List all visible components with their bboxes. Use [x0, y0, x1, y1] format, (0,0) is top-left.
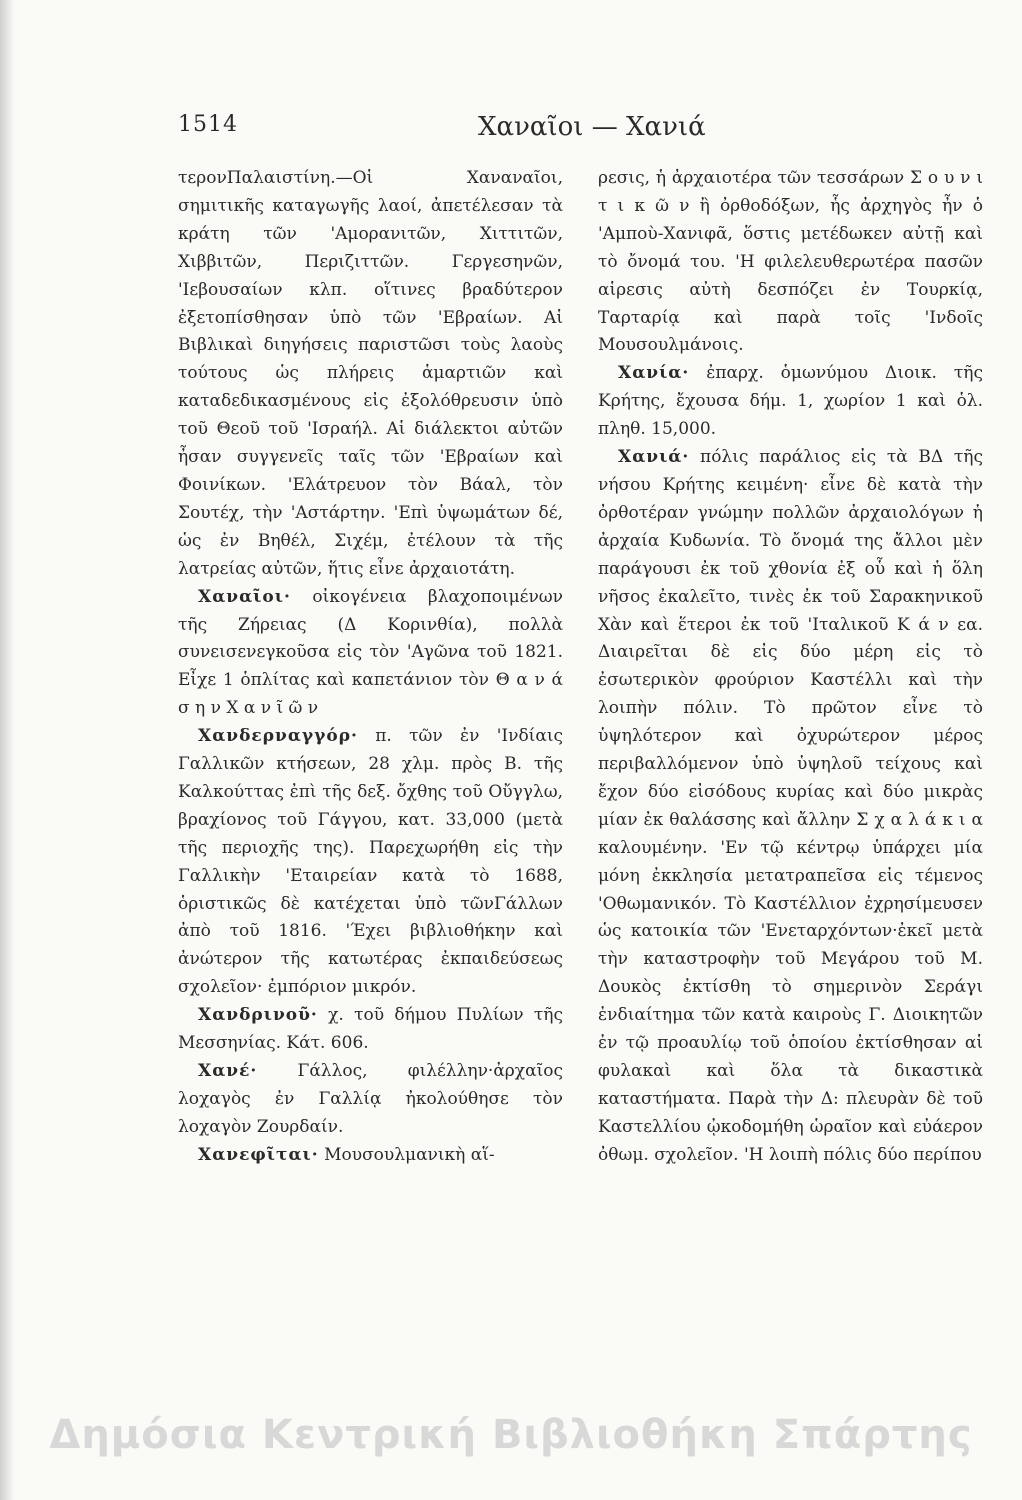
entry-headword: Χαναῖοι·	[198, 586, 291, 607]
page-header	[178, 112, 998, 152]
entry-headword: Χανεφῖται·	[198, 1144, 319, 1165]
dictionary-entry	[178, 723, 563, 1002]
entry-continuation	[598, 165, 983, 360]
entry-text: Γάλλος, φιλέλλην·ἀρχαῖος λοχαγὸς ἐν Γαλλίᾳ ἠκολούθησε τὸν λοχαγὸν Ζουρδαίν.	[178, 1061, 564, 1137]
dictionary-entry	[178, 1142, 563, 1170]
dictionary-entry	[178, 1058, 563, 1142]
running-title: Χαναῖοι — Χανιά	[478, 112, 706, 142]
entry-headword: Χανέ·	[198, 1061, 258, 1081]
entry-text: τερονΠαλαιστίνη.—Οἱ Χαναναῖοι, σημιτικῆς καταγωγῆς λαοί, ἀπετέλεσαν τὰ κράτη τῶν 'Αμορανιτῶν, Χιττιτῶν, Χιββιτῶν, Περιζιττῶν. Γεργεσηνῶν, 'Ιεβουσαίων κλπ. οἵτινες βραδύτερον ἐξετοπίσθησαν ὑπὸ τῶν 'Εβραίων. Αἱ Βιβλικαὶ διηγήσεις παριστῶσι τοὺς λαοὺς τούτους ὡς πλήρεις ἁμαρτιῶν καὶ καταδεδικασμένους εἰς ἐξολόθρευσιν ὑπὸ τοῦ Θεοῦ τοῦ 'Ισραήλ. Αἱ διάλεκτοι αὐτῶν ἦσαν συγγενεῖς ταῖς τῶν 'Εβραίων καὶ Φοινίκων. 'Ελάτρευον τὸν Βάαλ, τὸν Σουτέχ, τὴν 'Αστάρτην. 'Επὶ ὑψωμάτων δέ, ὡς ἐν Βηθέλ, Σιχέμ, ἐτέλουν τὰ τῆς λατρείας αὐτῶν, ἥτις εἶνε ἀρχαιοτάτη.	[178, 168, 563, 579]
entry-text: Μουσουλμανικὴ αἵ-	[324, 1144, 495, 1165]
entry-continuation	[178, 165, 563, 584]
entry-text: οἰκογένεια βλαχοποιμένων τῆς Ζήρειας (Δ Κορινθία), πολλὰ συνεισενεγκοῦσα εἰς τὸν 'Αγῶνα τοῦ 1821. Εἶχε 1 ὁπλίτας καὶ καπετάνιον τὸν Θ α ν ά σ η ν Χ α ν ῖ ῶ ν	[178, 586, 564, 719]
entry-text: χ. τοῦ δήμου Πυλίων τῆς Μεσσηνίας. Κάτ. 606.	[178, 1005, 564, 1054]
entry-text: π. τῶν ἐν 'Ινδίαις Γαλλικῶν κτήσεων, 28 χλμ. πρὸς Β. τῆς Καλκούττας ἐπὶ τῆς δεξ. ὄχθης τοῦ Οὔγγλω, βραχίονος τοῦ Γάγγου, κατ. 33,000 (μετὰ τῆς περιοχῆς της). Παρεχωρήθη εἰς τὴν Γαλλικὴν 'Εταιρείαν κατὰ τὸ 1688, ὁριστικῶς δὲ κατέχεται ὑπὸ τῶνΓάλλων ἀπὸ τοῦ 1816. 'Έχει βιβλιοθήκην καὶ ἀνώτερον τῆς κατωτέρας ἐκπαιδεύσεως σχολεῖον· ἐμπόριον μικρόν.	[178, 726, 564, 998]
entry-headword: Χανία·	[618, 363, 690, 384]
left-column	[178, 165, 563, 1170]
entry-headword: Χανδρινοῦ·	[198, 1005, 318, 1026]
library-watermark: Δημόσια Κεντρική Βιβλιοθήκη Σπάρτης	[49, 1412, 973, 1458]
dictionary-entry	[178, 584, 563, 724]
page-edge-shadow	[0, 0, 14, 1500]
page-number: 1514	[178, 112, 238, 137]
entry-text: πόλις παράλιος εἰς τὰ ΒΔ τῆς νήσου Κρήτης κειμένη· εἶνε δὲ κατὰ τὴν ὀρθοτέραν γνώμην πολλῶν ἀρχαιολόγων ἡ ἀρχαία Κυδωνία. Τὸ ὄνομά της ἄλλοι μὲν παράγουσι ἐκ τοῦ χθονία ἐξ οὗ καὶ ἡ ὅλη νῆσος ἐκαλεῖτο, τινὲς ἐκ τοῦ Σαρακηνικοῦ Χὰν καὶ ἕτεροι ἐκ τοῦ 'Ιταλικοῦ Κ ά ν εα. Διαιρεῖται δὲ εἰς δύο μέρη εἰς τὸ ἐσωτερικὸν φρούριον Καστέλλι καὶ τὴν λοιπὴν πόλιν. Τὸ πρῶτον εἶνε τὸ ὑψηλότερον καὶ ὀχυρώτερον μέρος περιβαλλόμενον ὑπὸ ὑψηλοῦ τείχους καὶ ἔχον δύο εἰσόδους κυρίας καὶ δύο μικρὰς μίαν ἐκ θαλάσσης καὶ ἄλλην Σ χ α λ ά κ ι α καλουμένην. 'Εν τῷ κέντρῳ ὑπάρχει μία μόνη ἐκκλησία μετατραπεῖσα εἰς τέμενος 'Οθωμανικόν. Τὸ Καστέλλιον ἐχρησίμευσεν ὡς κατοικία τῶν 'Ενεταρχόντων·ἐκεῖ μετὰ τὴν καταστροφὴν τοῦ Μεγάρου τοῦ Μ. Δουκὸς ἐκτίσθη τὸ σημερινὸν Σεράγι ἐνδιαίτημα τῶν κατὰ καιροὺς Γ. Διοικητῶν ἐν τῷ προαυλίῳ τοῦ ὁποίου ἐκτίσθησαν αἱ φυλακαὶ καὶ ὅλα τὰ δικαστικὰ καταστήματα. Παρὰ τὴν Δ: πλευρὰν δὲ τοῦ Καστελλίου ᾠκοδομήθη ὡραῖον καὶ εὐάερον ὀθωμ. σχολεῖον. 'Η λοιπὴ πόλις δύο περίπου	[598, 447, 983, 1165]
right-column	[598, 165, 983, 1170]
entry-headword: Χανδερναγγόρ·	[198, 726, 358, 747]
dictionary-entry	[598, 360, 983, 444]
entry-text: ἐπαρχ. ὁμωνύμου Διοικ. τῆς Κρήτης, ἔχουσα δήμ. 1, χωρίον 1 καὶ ὁλ. πληθ. 15,000.	[598, 363, 983, 440]
dictionary-entry	[598, 444, 983, 1170]
dictionary-entry	[178, 1002, 563, 1058]
entry-headword: Χανιά·	[618, 447, 690, 468]
entry-text: ρεσις, ἡ ἀρχαιοτέρα τῶν τεσσάρων Σ ο υ ν ι τ ι κ ῶ ν ἢ ὀρθοδόξων, ἧς ἀρχηγὸς ἦν ὁ 'Αμποὺ-Χανιφᾶ, ὅστις μετέδωκεν αὐτῇ καὶ τὸ ὄνομά του. 'Η φιλελευθερωτέρα πασῶν αἱρεσις αὐτὴ δεσπόζει ἐν Τουρκίᾳ, Ταρταρίᾳ καὶ παρὰ τοῖς 'Ινδοῖς Μουσουλμάνοις.	[598, 168, 983, 356]
